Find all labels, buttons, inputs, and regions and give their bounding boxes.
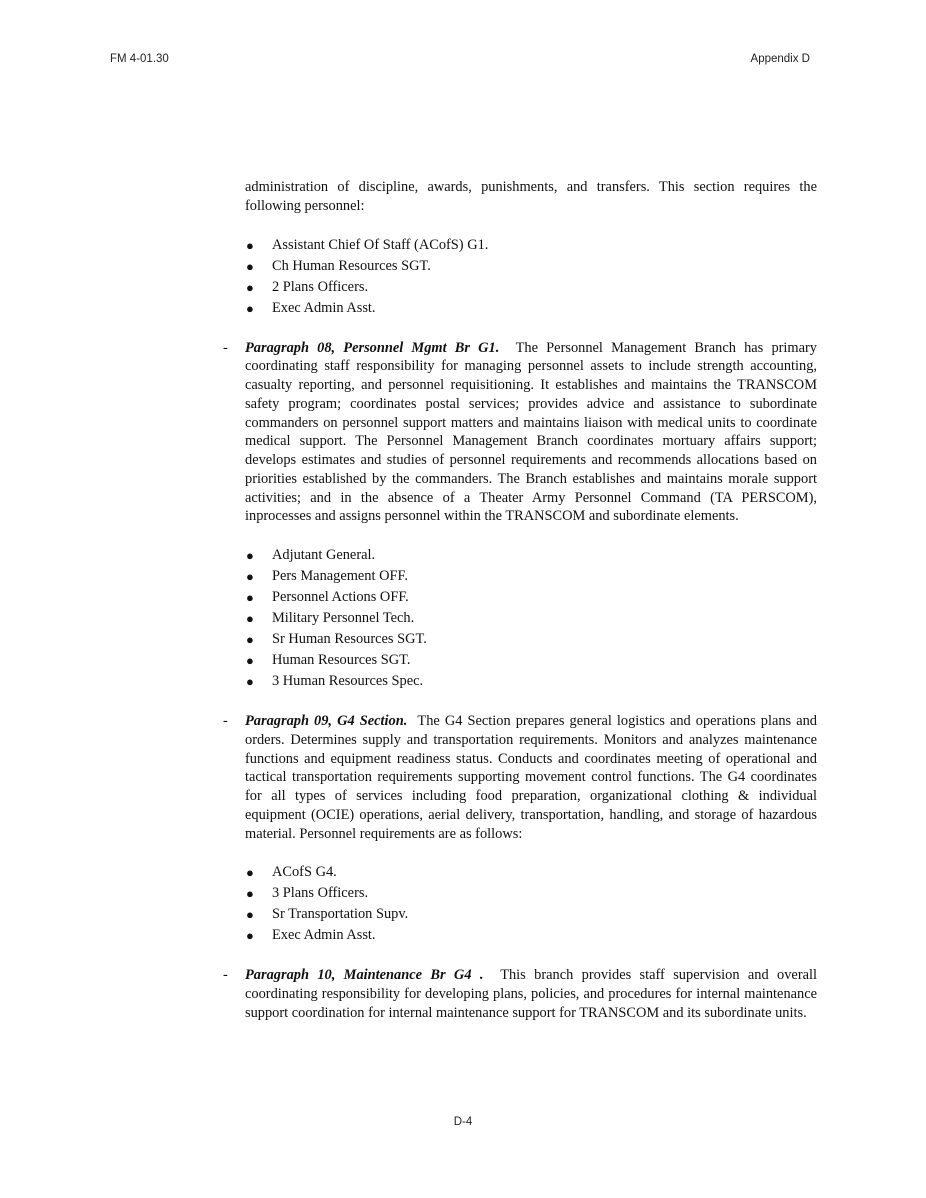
list-item: ● Exec Admin Asst. (245, 925, 817, 946)
paragraph-08-personnel-list (245, 545, 817, 692)
intro-paragraph: administration of discipline, awards, punishments, and transfers. This section requires the following personnel: (245, 179, 817, 214)
running-header-left: FM 4-01.30 (110, 53, 169, 65)
intro-personnel-list (245, 235, 817, 319)
list-item: ● Adjutant General. (245, 545, 817, 566)
dash-marker: - (223, 713, 228, 729)
list-item: ● Exec Admin Asst. (245, 298, 817, 319)
list-item: ● Sr Human Resources SGT. (245, 629, 817, 650)
bullet-icon: ● (246, 611, 254, 626)
list-item: ● Sr Transportation Supv. (245, 904, 817, 925)
dash-marker: - (223, 339, 228, 356)
bullet-icon: ● (246, 258, 254, 274)
paragraph-title: Paragraph 10, Maintenance Br G4 . (245, 967, 484, 984)
bullet-icon: ● (246, 865, 254, 881)
list-item: ● Ch Human Resources SGT. (245, 256, 817, 277)
list-item: ● Personnel Actions OFF. (245, 587, 817, 608)
paragraph-text: This branch provides staff supervision and overall coordinating responsibility for developing plans, policies, and procedures for internal maintenance support coordination for internal maintenance support for TRANSCOM and its subordinate units. (245, 967, 817, 1021)
paragraph-10 (223, 966, 817, 1022)
bullet-icon: ● (246, 279, 254, 295)
paragraph-title: Paragraph 08, Personnel Mgmt Br G1. (245, 339, 500, 356)
bullet-icon: ● (246, 907, 254, 923)
list-item: ● Human Resources SGT. (245, 650, 817, 671)
bullet-icon: ● (246, 653, 254, 668)
paragraph-text: The Personnel Management Branch has primary coordinating staff responsibility for managing personnel assets to include strength accounting, casualty reporting, and personnel requisitioning. It establishes and maintains the TRANSCOM safety program; coordinates postal services; provides advice and assistance to subordinate commanders on personnel support matters and maintains liaison with medical units to coordinate medical support. The Personnel Management Branch coordinates mortuary affairs support; develops estimates and studies of personnel requirements and recommends allocations based on priorities established by the commanders. The Branch establishes and maintains morale support activities; and in the absence of a Theater Army Personnel Command (TA PERSCOM), inprocesses and assigns personnel within the TRANSCOM and subordinate elements. (245, 339, 817, 525)
bullet-icon: ● (246, 590, 254, 605)
list-item: ● 3 Human Resources Spec. (245, 671, 817, 692)
bullet-icon: ● (246, 569, 254, 584)
paragraph-09 (223, 712, 817, 843)
page-number: D-4 (453, 1116, 473, 1128)
running-header-right: Appendix D (750, 53, 810, 65)
list-item: ● 2 Plans Officers. (245, 277, 817, 298)
list-item: ● 3 Plans Officers. (245, 883, 817, 904)
bullet-icon: ● (246, 674, 254, 689)
document-body (223, 178, 817, 1023)
dash-marker: - (223, 967, 228, 984)
paragraph-title: Paragraph 09, G4 Section. (245, 713, 408, 729)
bullet-icon: ● (246, 886, 254, 902)
bullet-icon: ● (246, 928, 254, 944)
paragraph-08 (223, 339, 817, 527)
bullet-icon: ● (246, 300, 254, 316)
bullet-icon: ● (246, 632, 254, 647)
list-item: ● Pers Management OFF. (245, 566, 817, 587)
paragraph-text: The G4 Section prepares general logistics and operations plans and orders. Determines supply and transportation requirements. Monitors and analyzes maintenance functions and equipment readiness status. Conducts and coordinates meeting of operational and tactical transportation requirements supporting movement control functions. The G4 coordinates for all types of services including food preparation, organizational clothing & individual equipment (OCIE) operations, aerial delivery, transportation, handling, and storage of hazardous material. Personnel requirements are as follows: (245, 713, 817, 842)
bullet-icon: ● (246, 237, 254, 253)
bullet-icon: ● (246, 548, 254, 563)
list-item: ● Military Personnel Tech. (245, 608, 817, 629)
list-item: ● ACofS G4. (245, 862, 817, 883)
paragraph-09-personnel-list (245, 862, 817, 946)
list-item: ● Assistant Chief Of Staff (ACofS) G1. (245, 235, 817, 256)
